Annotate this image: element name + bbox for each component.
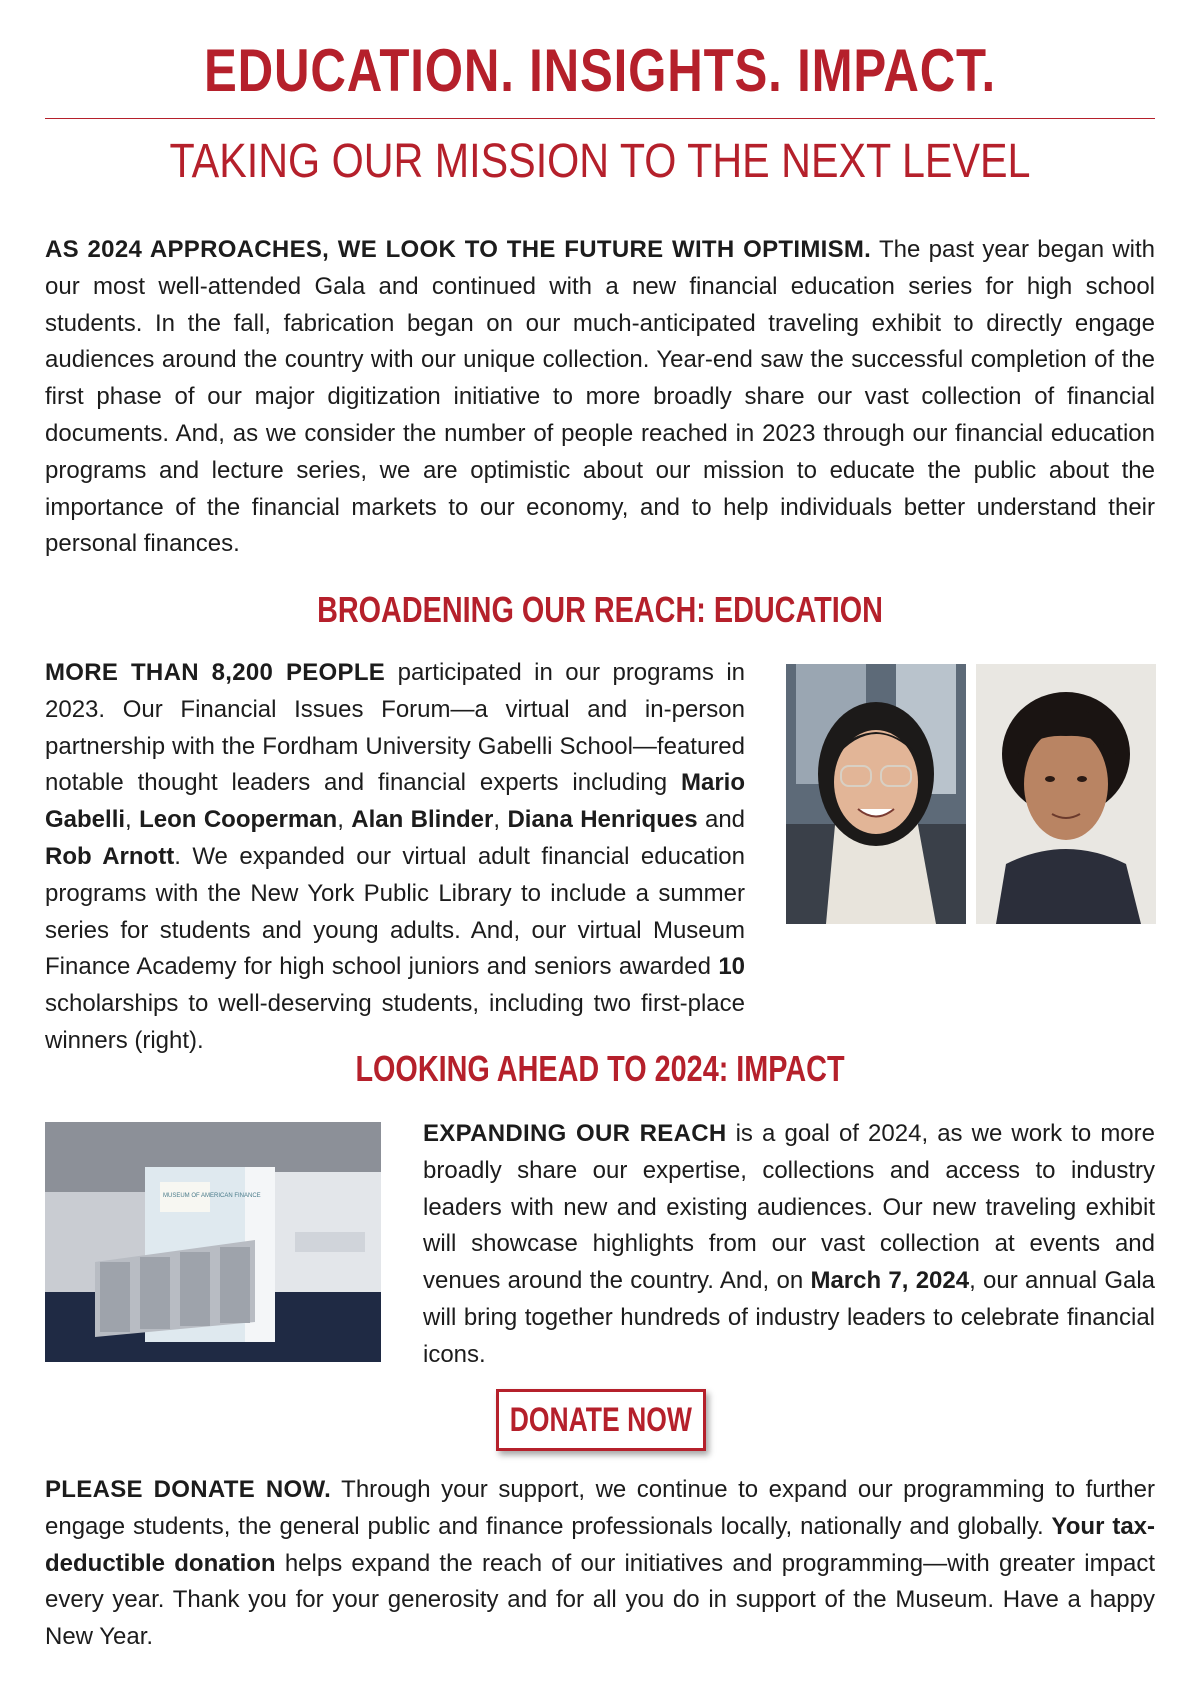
student-photo-left <box>786 664 966 924</box>
expert-name-3: Alan Blinder <box>351 806 494 834</box>
education-text-2: . We expanded our virtual adult financial education programs with the New York Public Library to include a summer series for students and young adults. And, our virtual Museum Finance Academy for high school juniors and seniors awarded <box>45 842 746 981</box>
education-text-3: scholarships to well-deserving students, including two first-place winners (right). <box>45 990 745 1054</box>
main-headline: EDUCATION. INSIGHTS. IMPACT. <box>204 37 996 104</box>
donate-text-2: helps expand the reach of our initiatives and programming—with greater impact every year. Thank you for your generosity and for all you do in support of the Museum. Have a happy New Year. <box>45 1549 1155 1651</box>
expert-name-5: Rob Arnott <box>45 842 175 870</box>
exhibit-image-icon <box>45 1122 381 1362</box>
intro-paragraph <box>45 232 1155 563</box>
impact-lead: EXPANDING OUR REACH <box>423 1120 727 1147</box>
donate-paragraph <box>45 1472 1155 1656</box>
donate-text-1: Through your support, we continue to expand our programming to further engage students, the general public and finance professionals locally, nationally and globally. <box>45 1476 1155 1540</box>
student-portrait-1-icon <box>786 664 966 924</box>
impact-text-2: , our annual Gala will bring together hundreds of industry leaders to celebrate financial icons. <box>423 1267 1156 1368</box>
student-portrait-2-icon <box>976 664 1156 924</box>
sub-headline: TAKING OUR MISSION TO THE NEXT LEVEL <box>169 135 1031 188</box>
impact-paragraph <box>423 1116 1155 1374</box>
donate-now-label: DONATE NOW <box>509 1400 693 1439</box>
gala-date: March 7, 2024 <box>810 1267 970 1295</box>
student-photo-right <box>976 664 1156 924</box>
education-text-1: participated in our programs in 2023. Our Financial Issues Forum—a virtual and in-person partnership with the Fordham University Gabelli School—featured notable thought leaders and financial experts including <box>45 659 745 797</box>
expert-name-4: Diana Henriques <box>507 806 698 834</box>
scholarship-count: 10 <box>718 953 746 981</box>
expert-name-2: Leon Cooperman <box>139 806 338 834</box>
donate-lead: PLEASE DONATE NOW. <box>45 1476 332 1503</box>
exhibit-sign-text: MUSEUM OF AMERICAN FINANCE <box>163 1193 261 1199</box>
intro-lead: AS 2024 APPROACHES, WE LOOK TO THE FUTURE WITH OPTIMISM. <box>45 236 872 263</box>
impact-text-1: is a goal of 2024, as we work to more broadly share our expertise, collections and access to industry leaders with new and existing audiences. Our new traveling exhibit will showcase highlights from our vast collection at events and venues around the country. And, on <box>423 1120 1155 1295</box>
headline-divider <box>45 118 1155 119</box>
expert-name-1: Mario Gabelli <box>45 769 746 834</box>
education-and: and <box>704 806 746 834</box>
impact-section-title: LOOKING AHEAD TO 2024: IMPACT <box>355 1048 845 1089</box>
intro-body: The past year began with our most well-attended Gala and continued with a new financial education series for high school students. In the fall, fabrication began on our much-anticipated traveling exhibit to directly engage audiences around the country with our unique collection. Year-end saw the successful completion of the first phase of our major digitization initiative to more broadly share our vast collection of financial documents. And, as we consider the number of people reached in 2023 through our financial education programs and lecture series, we are optimistic about our mission to educate the public about the importance of the financial markets to our economy, and to help individuals better understand their personal finances. <box>45 236 1156 558</box>
education-paragraph-top: MORE THAN 8,200 PEOPLE participated in our programs in 2023. Our Financial Issues Forum—a virtual and in-person partnership with the Fordham University Gabelli School—featured notable thought leaders and financial experts including Mario Gabelli, Leon Cooperman, Alan Blinder, Diana Henriques and Rob Arnott. We expanded our virtual adult financial education programs with the New York Public Library to include a summer series for students and young adults. And, our virtual Museum Finance Academy for high school juniors and seniors awarded 10 scholarships to well-deserving students, including two first-place winners (right). <box>45 659 746 1054</box>
education-section-title: BROADENING OUR REACH: EDUCATION <box>317 589 883 630</box>
donate-bold: Your tax-deductible donation <box>45 1512 1156 1577</box>
traveling-exhibit-photo <box>45 1122 381 1362</box>
education-lead: MORE THAN 8,200 PEOPLE <box>45 659 386 686</box>
donate-now-button[interactable] <box>496 1389 706 1451</box>
